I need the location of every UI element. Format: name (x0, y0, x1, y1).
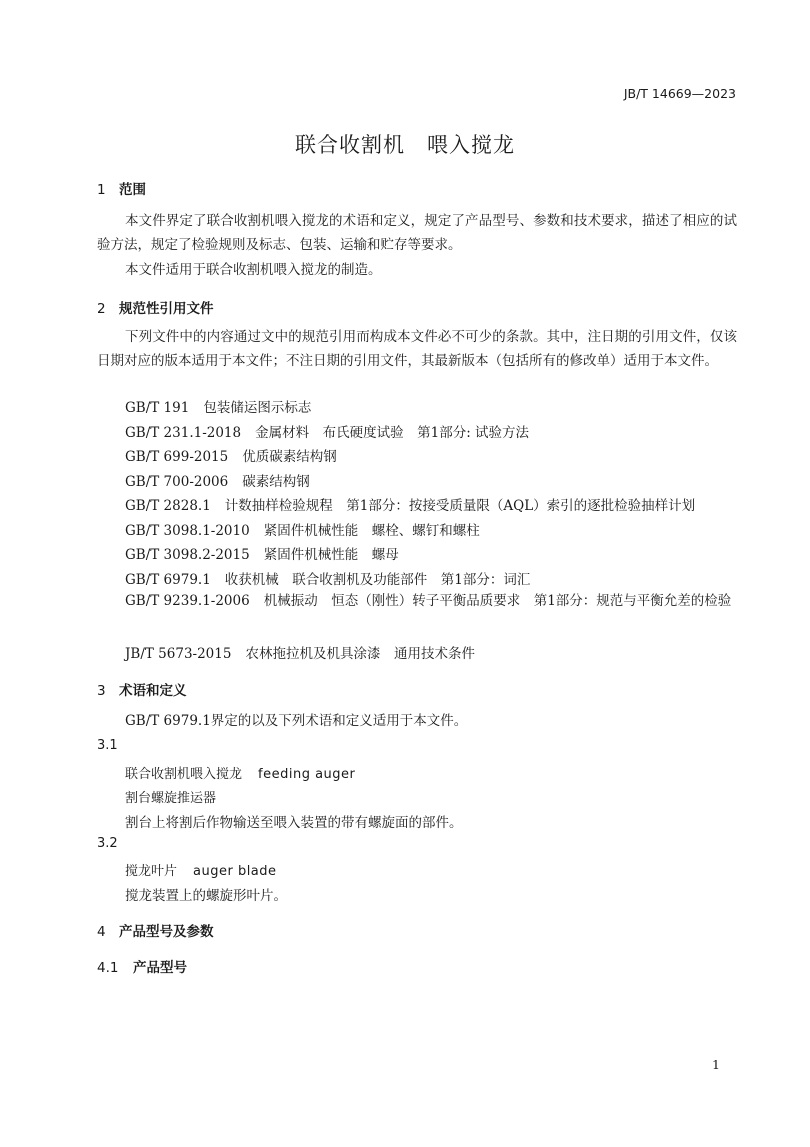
section-number: 2 (97, 301, 106, 317)
reference-item (125, 421, 529, 441)
page-number: 1 (712, 1057, 720, 1072)
term-english: feeding auger (258, 767, 356, 782)
term-heading (125, 860, 277, 879)
reference-item (125, 494, 695, 514)
reference-code: GB/T 699-2015 (125, 449, 229, 465)
reference-item (125, 543, 399, 563)
document-title: 联合收割机 喂入搅龙 (295, 133, 515, 157)
section-3-heading (97, 679, 187, 699)
subsection-4-1-heading (97, 956, 187, 976)
section-1-paragraph-1: 本文件界定了联合收割机喂入搅龙的术语和定义，规定了产品型号、参数和技术要求，描述了相应的试验方法，规定了检验规则及标志、包装、运输和贮存等要求。 (97, 213, 737, 253)
reference-item (125, 642, 475, 662)
reference-title: 农林拖拉机及机具涂漆 通用技术条件 (245, 646, 475, 662)
term-synonym: 割台螺旋推运器 (125, 791, 217, 806)
reference-code: GB/T 6979.1 (125, 572, 211, 588)
reference-item (125, 470, 310, 490)
section-title: 术语和定义 (119, 683, 187, 699)
term-number: 3.1 (97, 738, 118, 753)
reference-code: GB/T 9239.1-2006 (125, 593, 250, 609)
reference-title: 碳素结构钢 (242, 474, 310, 490)
reference-item-wrapped (97, 589, 737, 613)
term-definition: 搅龙装置上的螺旋形叶片。 (125, 888, 287, 904)
reference-title: 优质碳素结构钢 (242, 449, 337, 465)
reference-code: GB/T 191 (125, 400, 190, 416)
reference-item (125, 445, 337, 465)
reference-code: GB/T 2828.1 (125, 498, 211, 514)
subsection-number: 4.1 (97, 960, 119, 976)
reference-title: 金属材料 布氏硬度试验 第1部分: 试验方法 (255, 425, 530, 441)
subsection-title: 产品型号 (133, 960, 187, 976)
reference-code: GB/T 700-2006 (125, 474, 229, 490)
reference-title: 包装储运图示标志 (203, 400, 312, 416)
reference-item (125, 396, 311, 416)
section-title: 产品型号及参数 (119, 924, 214, 940)
section-number: 4 (97, 924, 106, 940)
section-number: 1 (97, 182, 106, 198)
standard-number: JB/T 14669—2023 (623, 86, 736, 101)
reference-code: JB/T 5673-2015 (125, 646, 232, 662)
reference-title: 紧固件机械性能 螺栓、螺钉和螺柱 (263, 523, 480, 539)
term-definition: 割台上将割后作物输送至喂入装置的带有螺旋面的部件。 (125, 815, 463, 831)
section-2-heading (97, 297, 214, 317)
term-chinese: 联合收割机喂入搅龙 (125, 767, 243, 782)
term-number: 3.2 (97, 836, 118, 851)
section-1-heading (97, 178, 146, 198)
reference-title: 计数抽样检验规程 第1部分：按接受质量限（AQL）索引的逐批检验抽样计划 (224, 498, 696, 514)
section-number: 3 (97, 683, 106, 699)
term-english: auger blade (193, 864, 277, 879)
reference-title: 紧固件机械性能 螺母 (263, 547, 399, 563)
term-chinese: 搅龙叶片 (125, 864, 178, 879)
reference-item (125, 519, 480, 539)
section-2-intro: 下列文件中的内容通过文中的规范引用而构成本文件必不可少的条款。其中，注日期的引用文件，仅该日期对应的版本适用于本文件；不注日期的引用文件，其最新版本（包括所有的修改单）适用于本文件。 (97, 329, 737, 369)
reference-code: GB/T 3098.1-2010 (125, 523, 250, 539)
term-heading (125, 763, 355, 782)
reference-item (125, 568, 530, 588)
reference-title: 收获机械 联合收割机及功能部件 第1部分：词汇 (224, 572, 531, 588)
reference-code: GB/T 231.1-2018 (125, 425, 242, 441)
reference-code: GB/T 3098.2-2015 (125, 547, 250, 563)
section-1-paragraph-2: 本文件适用于联合收割机喂入搅龙的制造。 (125, 262, 382, 278)
section-title: 范围 (119, 182, 146, 198)
reference-title: 机械振动 恒态（刚性）转子平衡品质要求 第1部分：规范与平衡允差的检验 (263, 593, 732, 609)
section-3-intro: GB/T 6979.1界定的以及下列术语和定义适用于本文件。 (125, 713, 468, 729)
section-4-heading (97, 920, 214, 940)
section-title: 规范性引用文件 (119, 301, 214, 317)
